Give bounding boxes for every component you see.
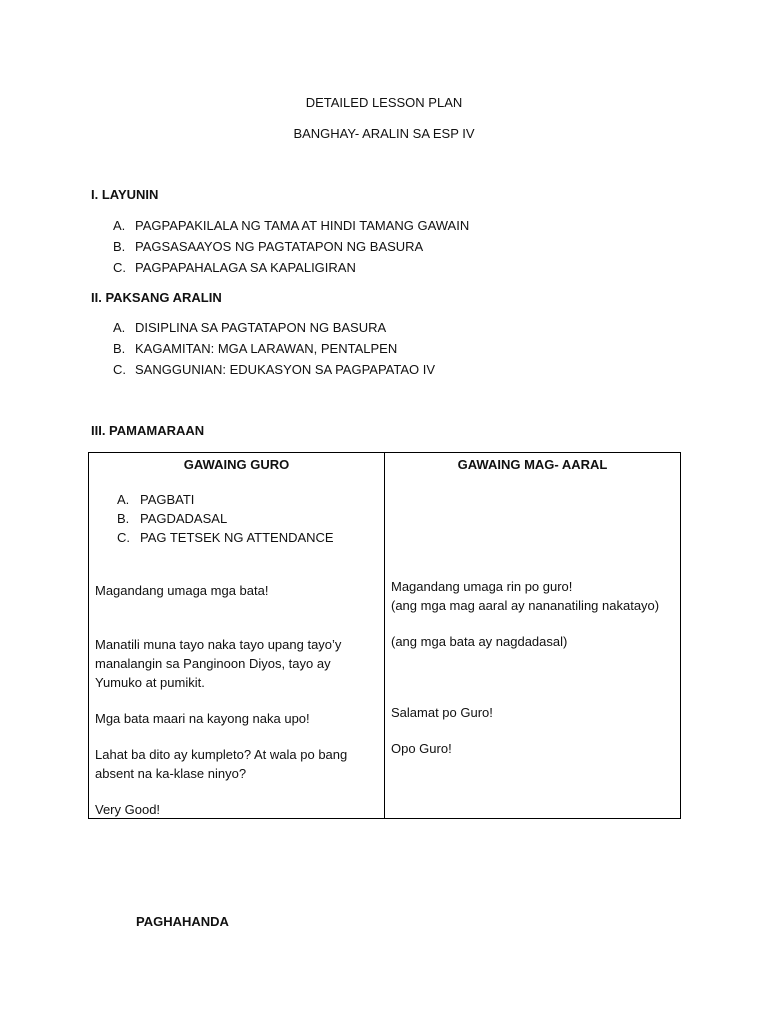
student-greeting-note: (ang mga mag aaral ay nananatiling nakatayo) <box>391 598 660 613</box>
list-item: DISIPLINA SA PAGTATAPON NG BASURA <box>135 320 387 335</box>
list-letter: B. <box>113 239 126 254</box>
list-item: PAG TETSEK NG ATTENDANCE <box>140 530 334 545</box>
student-reply: Opo Guro! <box>391 741 452 756</box>
list-item: PAGSASAAYOS NG PAGTATAPON NG BASURA <box>135 239 424 254</box>
list-letter: C. <box>113 260 126 275</box>
list-letter: B. <box>117 511 130 526</box>
student-thanks: Salamat po Guro! <box>391 705 493 720</box>
list-letter: C. <box>113 362 126 377</box>
teacher-prayer-line: Yumuko at pumikit. <box>95 675 205 690</box>
teacher-prayer-line: manalangin sa Panginoon Diyos, tayo ay <box>95 656 331 671</box>
teacher-prayer-line: Manatili muna tayo naka tayo upang tayo’y <box>95 637 342 652</box>
document-title: DETAILED LESSON PLAN <box>305 95 463 110</box>
list-letter: A. <box>113 218 126 233</box>
table-header-gawaing-mag-aaral: GAWAING MAG- AARAL <box>457 457 608 472</box>
list-item: PAGPAPAHALAGA SA KAPALIGIRAN <box>135 260 356 275</box>
student-greeting: Magandang umaga rin po guro! <box>391 579 573 594</box>
teacher-attendance-line: Lahat ba dito ay kumpleto? At wala po bang <box>95 747 348 762</box>
section-heading-layunin: I. LAYUNIN <box>91 187 159 202</box>
table-header-gawaing-guro: GAWAING GURO <box>183 457 290 472</box>
student-prayer-note: (ang mga bata ay nagdadasal) <box>391 634 568 649</box>
teacher-praise: Very Good! <box>95 802 161 817</box>
teacher-sit-instruction: Mga bata maari na kayong naka upo! <box>95 711 310 726</box>
list-letter: A. <box>113 320 126 335</box>
list-letter: B. <box>113 341 126 356</box>
list-item: PAGPAPAKILALA NG TAMA AT HINDI TAMANG GAWAIN <box>135 218 470 233</box>
section-heading-paghahanda: PAGHAHANDA <box>136 914 229 929</box>
teacher-greeting: Magandang umaga mga bata! <box>95 583 269 598</box>
section-heading-pamamaraan: III. PAMAMARAAN <box>91 423 205 438</box>
list-item: PAGDADASAL <box>140 511 228 526</box>
list-item: SANGGUNIAN: EDUKASYON SA PAGPAPATAO IV <box>135 362 436 377</box>
list-item: KAGAMITAN: MGA LARAWAN, PENTALPEN <box>135 341 398 356</box>
list-letter: C. <box>117 530 130 545</box>
list-letter: A. <box>117 492 130 507</box>
procedure-table <box>88 452 681 819</box>
list-item: PAGBATI <box>140 492 195 507</box>
section-heading-paksang-aralin: II. PAKSANG ARALIN <box>91 290 222 305</box>
teacher-attendance-line: absent na ka-klase ninyo? <box>95 766 247 781</box>
document-subtitle: BANGHAY- ARALIN SA ESP IV <box>293 126 475 141</box>
table-column-divider <box>384 453 385 818</box>
